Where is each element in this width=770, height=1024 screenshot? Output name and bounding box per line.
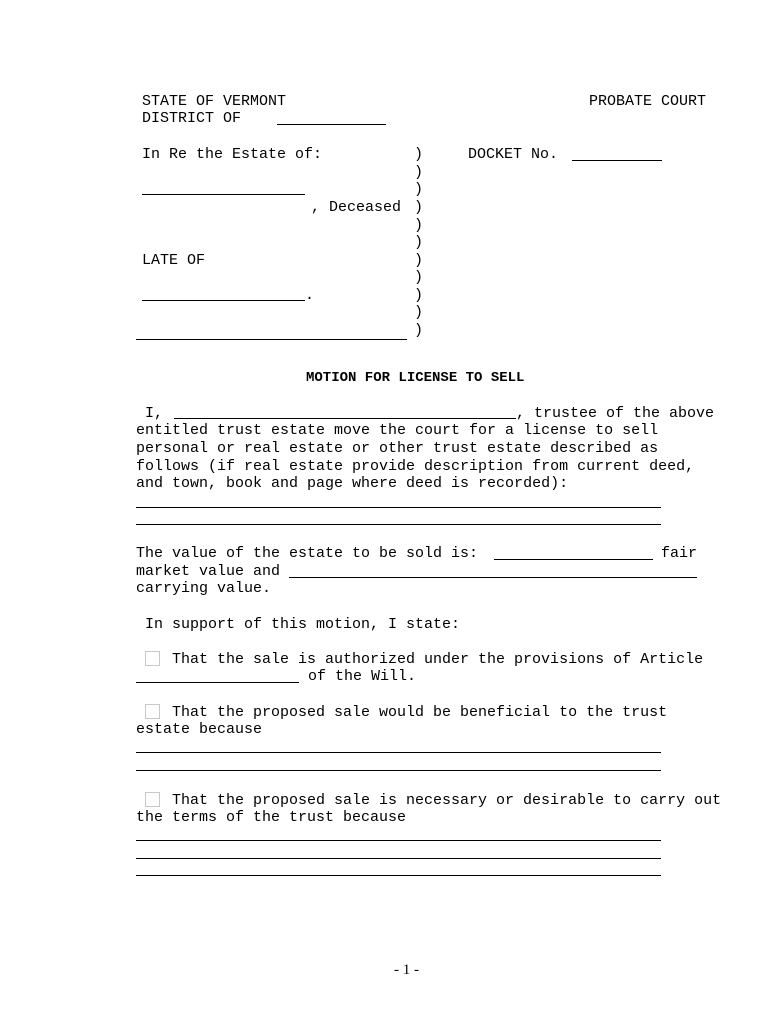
paren: ): [414, 217, 424, 234]
paren: ): [414, 234, 424, 251]
option-necessary-checkbox[interactable]: [145, 792, 160, 807]
deceased-label: , Deceased: [311, 199, 402, 216]
support-statement: In support of this motion, I state:: [145, 616, 461, 633]
description-line-2[interactable]: [136, 524, 661, 525]
paren: ): [414, 269, 424, 286]
article-number-field[interactable]: [136, 682, 299, 683]
paren: ): [414, 322, 424, 339]
value-fair-label: fair: [661, 545, 698, 562]
document-title: MOTION FOR LICENSE TO SELL: [306, 370, 525, 386]
necessary-reason-line-1[interactable]: [136, 840, 661, 841]
intro-prefix: I,: [145, 405, 164, 422]
state-heading: STATE OF VERMONT: [142, 93, 287, 110]
docket-number-field[interactable]: [572, 160, 662, 161]
intro-line: entitled trust estate move the court for a license to sell: [136, 422, 659, 439]
intro-suffix: , trustee of the above: [516, 405, 715, 422]
intro-line: personal or real estate or other trust estate described as: [136, 440, 659, 457]
value-market-label: market value and: [136, 563, 281, 580]
value-prefix: The value of the estate to be sold is:: [136, 545, 479, 562]
value-carrying-label: carrying value.: [136, 580, 272, 597]
description-line-1[interactable]: [136, 507, 661, 508]
necessary-reason-line-2[interactable]: [136, 858, 661, 859]
intro-line: follows (if real estate provide description from current deed,: [136, 458, 695, 475]
trustee-name-field[interactable]: [174, 418, 516, 419]
option-necessary-text-cont: the terms of the trust because: [136, 809, 407, 826]
residence-field[interactable]: [142, 300, 305, 301]
beneficial-reason-line-2[interactable]: [136, 770, 661, 771]
docket-label: DOCKET No.: [468, 146, 559, 163]
intro-line: and town, book and page where deed is recorded):: [136, 475, 569, 492]
option-beneficial-text-cont: estate because: [136, 721, 263, 738]
carrying-value-field[interactable]: [289, 577, 697, 578]
caption-underline: [136, 339, 407, 340]
late-of-label: LATE OF: [142, 252, 206, 269]
option-authorized-text: That the sale is authorized under the provisions of Article: [172, 651, 704, 668]
option-beneficial-text: That the proposed sale would be beneficial to the trust: [172, 704, 668, 721]
residence-period: .: [305, 287, 315, 304]
paren: ): [414, 304, 424, 321]
option-authorized-text-cont: of the Will.: [308, 668, 417, 685]
district-label: DISTRICT OF: [142, 110, 242, 127]
paren: ): [414, 199, 424, 216]
beneficial-reason-line-1[interactable]: [136, 752, 661, 753]
paren: ): [414, 164, 424, 181]
in-re-label: In Re the Estate of:: [142, 146, 323, 163]
paren: ): [414, 146, 424, 163]
district-field[interactable]: [277, 124, 386, 125]
decedent-name-field[interactable]: [142, 194, 305, 195]
option-beneficial-checkbox[interactable]: [145, 704, 160, 719]
paren: ): [414, 181, 424, 198]
paren: ): [414, 252, 424, 269]
option-necessary-text: That the proposed sale is necessary or desirable to carry out: [172, 792, 722, 809]
court-heading: PROBATE COURT: [589, 93, 707, 110]
necessary-reason-line-3[interactable]: [136, 875, 661, 876]
fair-market-value-field[interactable]: [494, 559, 653, 560]
page-number: - 1 -: [394, 962, 419, 978]
paren: ): [414, 287, 424, 304]
option-authorized-checkbox[interactable]: [145, 651, 160, 666]
